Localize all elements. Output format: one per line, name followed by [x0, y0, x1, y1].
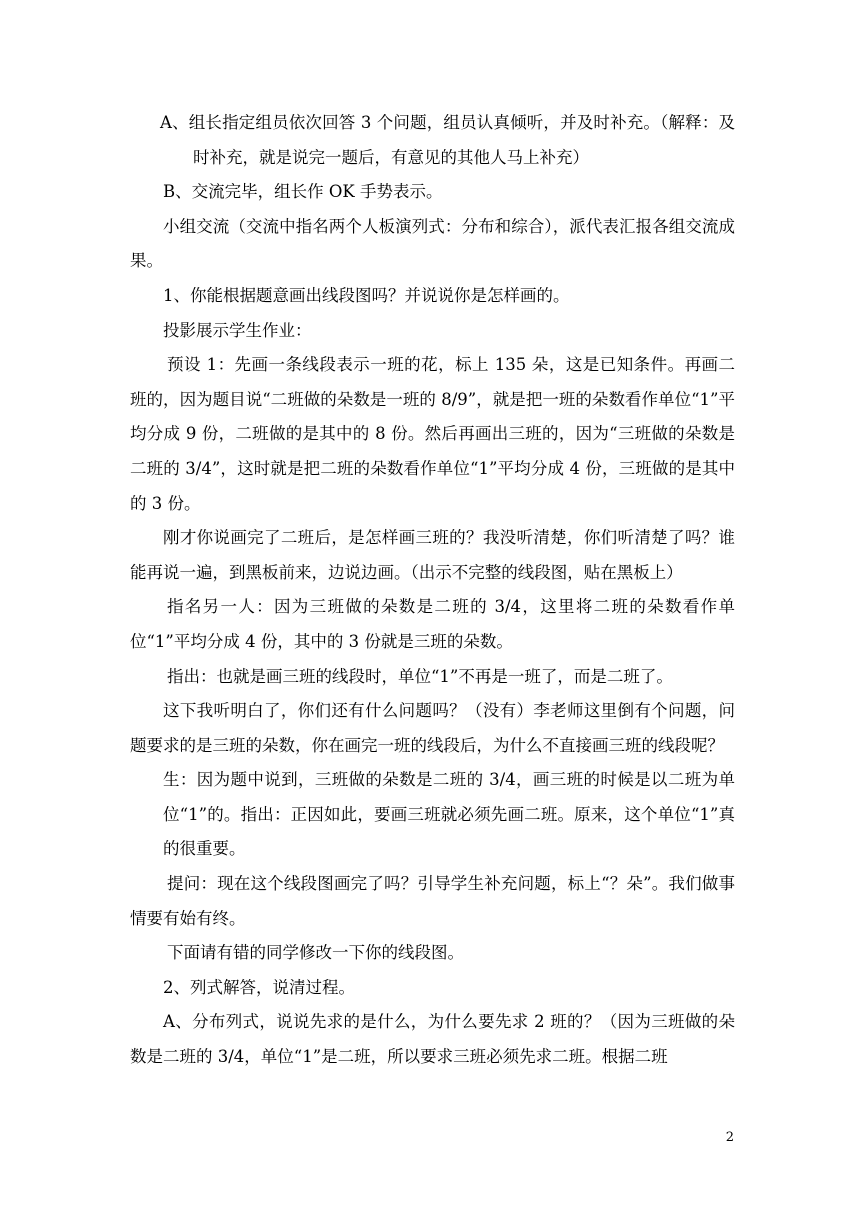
paragraph-another-student: 指名另一人：因为三班做的朵数是二班的 3/4，这里将二班的朵数看作单位“1”平均分成 4 份，其中的 3 份就是三班的朵数。 [130, 597, 735, 651]
paragraph-teacher-question: 刚才你说画完了二班后，是怎样画三班的？我没听清楚，你们听清楚了吗？谁能再说一遍，到黑板前来，边说边画。（出示不完整的线段图，贴在黑板上） [130, 528, 735, 582]
paragraph-correction: 下面请有错的同学修改一下你的线段图。 [167, 943, 464, 963]
paragraph-projection: 投影展示学生作业： [163, 320, 312, 340]
paragraph-question-1: 1、你能根据题意画出线段图吗？并说说你是怎样画的。 [163, 285, 570, 305]
paragraph-step-a-formula: A、分布列式，说说先求的是什么，为什么要先求 2 班的？（因为三班做的朵数是二班的 3/4，单位“1”是二班，所以要求三班必须先求二班。根据二班 [130, 1012, 735, 1067]
paragraph-point-out: 指出：也就是画三班的线段时，单位“1”不再是一班了，而是二班了。 [167, 666, 673, 686]
page-body [130, 106, 735, 1075]
paragraph-group-exchange: 小组交流（交流中指名两个人板演列式：分布和综合），派代表汇报各组交流成果。 [130, 216, 735, 271]
paragraph-ask: 提问：现在这个线段图画完了吗？引导学生补充问题，标上“？朵”。我们做事情要有始有终。 [130, 874, 735, 928]
paragraph-preset-1: 预设 1：先画一条线段表示一班的花，标上 135 朵，这是已知条件。再画二班的，因为题目说“二班做的朵数是一班的 8/9”，就是把一班的朵数看作单位“1”平均分成 9 份，二班做的是其中的 8 份。然后再画出三班的，因为“三班做的朵数是二班的 3/4”，这时就是把二班的朵数看作单位“1”平均分成 4 份，三班做的是其中的 3 份。 [130, 355, 735, 513]
paragraph-step-a: A、组长指定组员依次回答 3 个问题，组员认真倾听，并及时补充。（解释：及时补充，就是说完一题后，有意见的其他人马上补充） [160, 113, 735, 167]
paragraph-student-answer: 生：因为题中说到，三班做的朵数是二班的 3/4，画三班的时候是以二班为单位“1”的。指出：正因如此，要画三班就必须先画二班。原来，这个单位“1”真的很重要。 [163, 770, 735, 859]
paragraph-teacher-problem: 这下我听明白了，你们还有什么问题吗？（没有）李老师这里倒有个问题，问题要求的是三班的朵数，你在画完一班的线段后，为什么不直接画三班的线段呢？ [130, 701, 735, 755]
paragraph-step-b: B、交流完毕，组长作 OK 手势表示。 [163, 182, 443, 202]
paragraph-question-2: 2、列式解答，说清过程。 [163, 977, 355, 997]
page-number: 2 [725, 1130, 734, 1145]
